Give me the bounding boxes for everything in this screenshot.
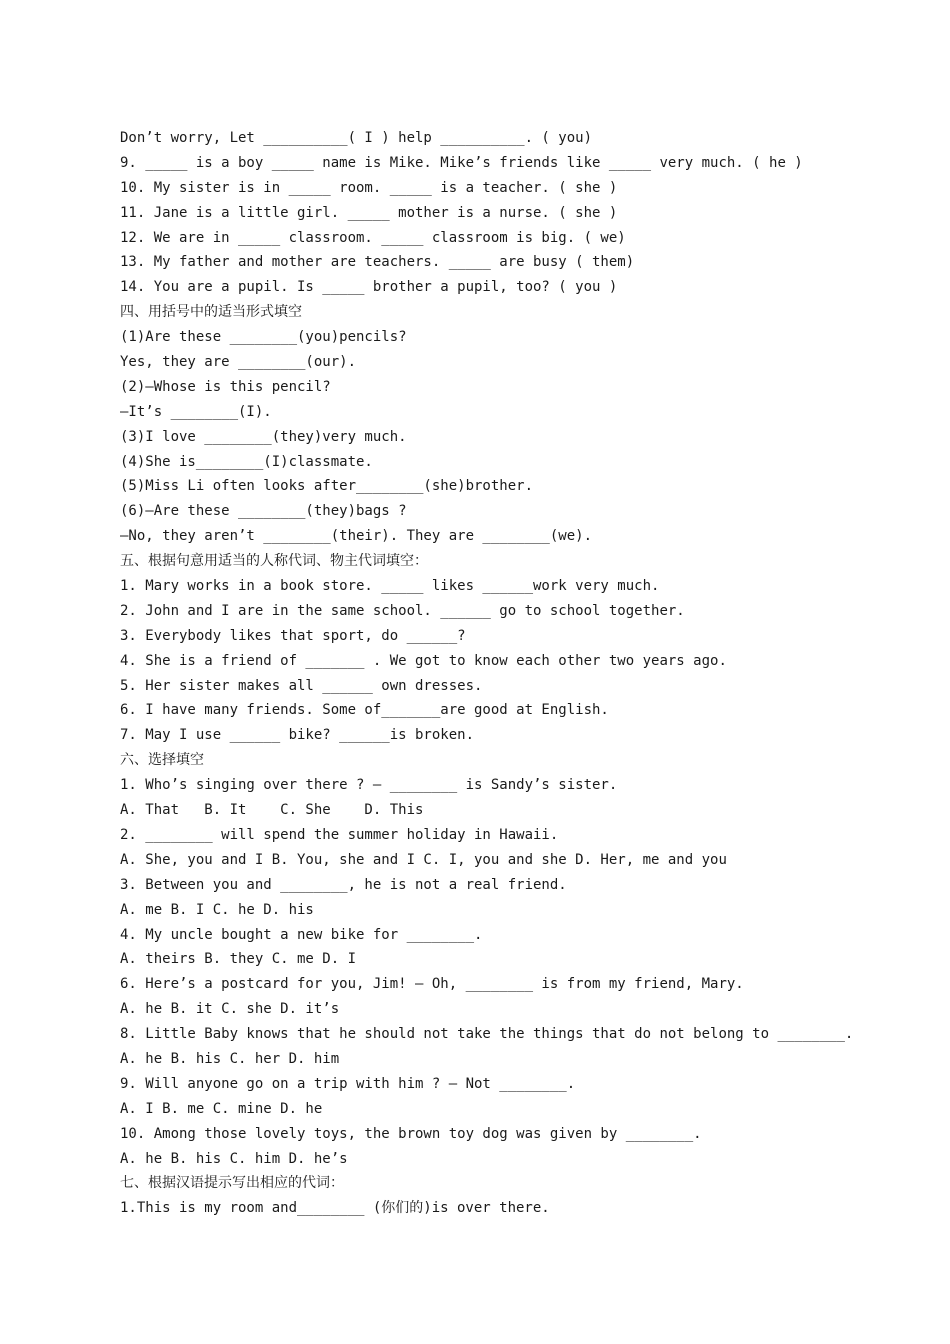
- answer-options: A. I B. me C. mine D. he: [120, 1100, 323, 1117]
- exercise-line: 6. I have many friends. Some of_______are good at English.: [120, 702, 609, 719]
- exercise-line: 10. My sister is in _____ room. _____ is a teacher. ( she ): [120, 179, 618, 196]
- exercise-line: 1.This is my room and________ (你们的)is over there.: [120, 1200, 550, 1217]
- exercise-line: 3. Between you and ________, he is not a real friend.: [120, 876, 567, 893]
- answer-options: A. theirs B. they C. me D. I: [120, 951, 357, 968]
- section-heading: 六、选择填空: [120, 752, 204, 769]
- exercise-line: (4)She is________(I)classmate.: [120, 453, 373, 470]
- exercise-line: 11. Jane is a little girl. _____ mother is a nurse. ( she ): [120, 204, 618, 221]
- exercise-line: 12. We are in _____ classroom. _____ classroom is big. ( we): [120, 229, 626, 246]
- exercise-line: (5)Miss Li often looks after________(she)brother.: [120, 478, 534, 495]
- exercise-line: 14. You are a pupil. Is _____ brother a pupil, too? ( you ): [120, 279, 618, 296]
- answer-options: A. That B. It C. She D. This: [120, 802, 424, 819]
- answer-options: A. She, you and I B. You, she and I C. I, you and she D. Her, me and you: [120, 851, 727, 868]
- answer-options: A. he B. his C. him D. he’s: [120, 1150, 348, 1167]
- section-heading: 四、用括号中的适当形式填空: [120, 304, 302, 321]
- answer-options: A. me B. I C. he D. his: [120, 901, 314, 918]
- exercise-line: 5. Her sister makes all ______ own dresses.: [120, 677, 483, 694]
- exercise-line: 2. John and I are in the same school. ______ go to school together.: [120, 602, 685, 619]
- exercise-line: 10. Among those lovely toys, the brown toy dog was given by ________.: [120, 1125, 702, 1142]
- exercise-line: Don’t worry, Let __________( I ) help __________. ( you): [120, 130, 593, 146]
- answer-options: A. he B. his C. her D. him: [120, 1050, 340, 1067]
- exercise-line: 2. ________ will spend the summer holiday in Hawaii.: [120, 826, 559, 843]
- exercise-line: (6)—Are these ________(they)bags ?: [120, 503, 407, 520]
- exercise-line: 7. May I use ______ bike? ______is broken.: [120, 727, 475, 744]
- exercise-line: (1)Are these ________(you)pencils?: [120, 329, 407, 346]
- exercise-line: 9. _____ is a boy _____ name is Mike. Mike’s friends like _____ very much. ( he ): [120, 154, 803, 171]
- answer-options: A. he B. it C. she D. it’s: [120, 1001, 340, 1018]
- exercise-line: (2)—Whose is this pencil?: [120, 378, 331, 395]
- exercise-line: Yes, they are ________(our).: [120, 354, 357, 371]
- exercise-line: —It’s ________(I).: [120, 403, 272, 420]
- exercise-line: 8. Little Baby knows that he should not take the things that do not belong to ________.: [120, 1026, 854, 1043]
- exercise-line: 1. Who’s singing over there ? — ________ is Sandy’s sister.: [120, 777, 618, 794]
- exercise-line: 13. My father and mother are teachers. _____ are busy ( them): [120, 254, 635, 271]
- section-heading: 七、根据汉语提示写出相应的代词：: [120, 1175, 344, 1192]
- exercise-line: 4. She is a friend of _______ . We got to know each other two years ago.: [120, 652, 727, 669]
- exercise-line: 1. Mary works in a book store. _____ likes ______work very much.: [120, 578, 660, 595]
- exercise-line: (3)I love ________(they)very much.: [120, 428, 407, 445]
- exercise-line: 4. My uncle bought a new bike for ________.: [120, 926, 483, 943]
- exercise-line: 3. Everybody likes that sport, do ______?: [120, 627, 466, 644]
- exercise-line: 9. Will anyone go on a trip with him ? — Not ________.: [120, 1075, 576, 1092]
- exercise-line: —No, they aren’t ________(their). They are ________(we).: [120, 528, 593, 545]
- worksheet-page: [120, 126, 900, 1221]
- exercise-line: 6. Here’s a postcard for you, Jim! — Oh, ________ is from my friend, Mary.: [120, 976, 744, 993]
- section-heading: 五、根据句意用适当的人称代词、物主代词填空：: [120, 553, 428, 570]
